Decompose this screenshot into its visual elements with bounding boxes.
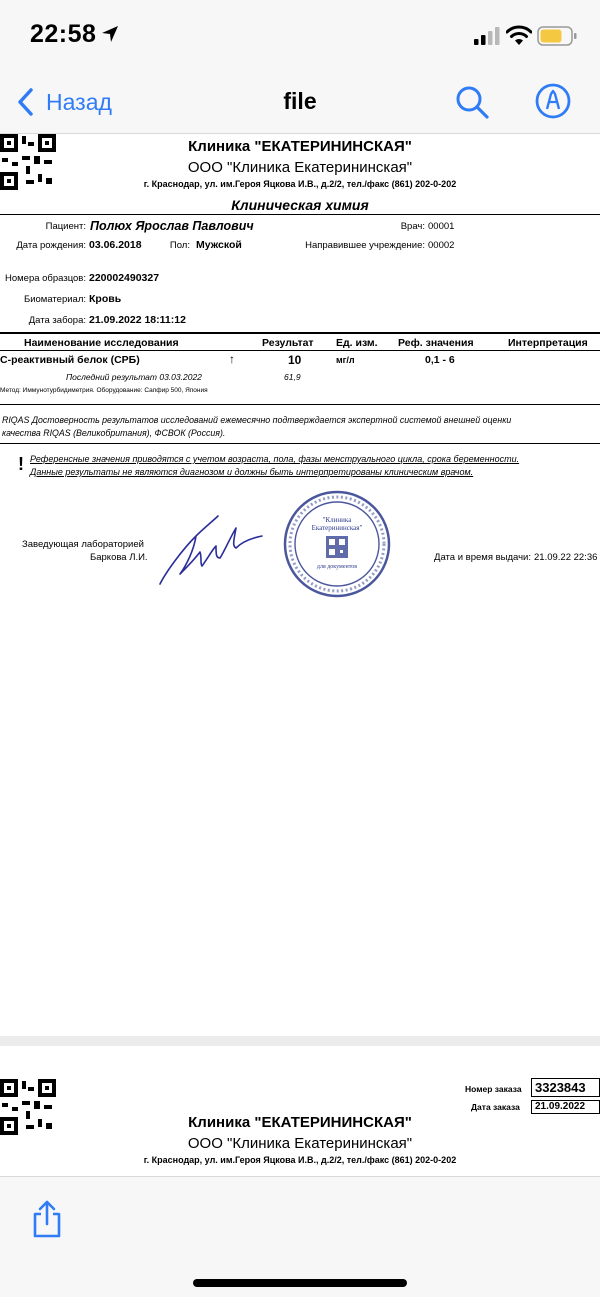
cellular-signal-icon [474, 27, 500, 45]
sex-label: Пол: [169, 240, 190, 251]
doctor-value: 00001 [428, 221, 455, 232]
signature-image [156, 512, 266, 588]
collection-value: 21.09.2022 18:11:12 [89, 314, 186, 326]
col-header-result: Результат [262, 337, 314, 349]
clinic-stamp-image [282, 488, 392, 600]
wifi-icon [506, 24, 532, 46]
method-note: Метод: Иммунотурбидиметрия. Оборудование: Сапфир 500, Япония [0, 387, 208, 394]
section-title: Клиническая химия [231, 197, 369, 213]
document-page-2 [0, 1046, 600, 1176]
order-date-label: Дата заказа [471, 1102, 520, 1112]
high-flag-arrow: ↑ [229, 352, 235, 366]
sample-value: 220002490327 [89, 272, 160, 284]
dob-label: Дата рождения: [16, 240, 86, 251]
clinic-org-page-2: ООО "Клиника Екатерининская" [187, 1135, 413, 1152]
test-name: С-реактивный белок (СРБ) [0, 354, 140, 366]
col-header-name: Наименование исследования [24, 337, 179, 349]
col-header-unit: Ед. изм. [336, 337, 378, 349]
sex-value: Мужской [196, 239, 242, 251]
clinic-address-page-2: г. Краснодар, ул. им.Героя Яцкова И.В., д.2/2, тел./факс (861) 202-0-202 [143, 1155, 457, 1165]
status-bar [0, 0, 600, 70]
test-result: 10 [288, 353, 302, 367]
referrer-value: 00002 [428, 240, 455, 251]
bottom-toolbar [0, 1176, 600, 1297]
chevron-left-icon [16, 87, 34, 117]
svg-text:Екатерининская": Екатерининская" [311, 524, 363, 532]
riqas-rule [0, 443, 600, 444]
ref-note-line-2: Данные результаты не являются диагнозом и должны быть интерпретированы клиническим врачом. [30, 467, 474, 477]
head-lab-title: Заведующая лабораторией [22, 539, 144, 550]
col-header-interp: Интерпретация [508, 337, 588, 349]
document-viewer[interactable] [0, 134, 600, 1176]
issue-value: 21.09.22 22:36 [534, 552, 598, 563]
page-title: file [283, 88, 317, 114]
test-unit: мг/л [336, 355, 355, 365]
back-button[interactable] [16, 84, 112, 120]
issue-label: Дата и время выдачи: [434, 552, 531, 563]
clinic-address: г. Краснодар, ул. им.Героя Яцкова И.В., д.2/2, тел./факс (861) 202-0-202 [143, 179, 457, 189]
search-icon[interactable] [454, 84, 490, 120]
navigation-bar [0, 70, 600, 134]
section-rule [0, 214, 600, 215]
clinic-org: ООО "Клиника Екатерининская" [187, 159, 413, 176]
order-date-value: 21.09.2022 [531, 1100, 600, 1114]
last-result-label: Последний результат 03.03.2022 [66, 372, 202, 382]
last-result-value: 61,9 [284, 372, 301, 382]
table-bottom-rule [0, 404, 600, 405]
collection-label: Дата забора: [28, 315, 86, 326]
share-icon[interactable] [30, 1199, 64, 1239]
biomaterial-label: Биоматериал: [23, 294, 86, 305]
patient-label: Пациент: [45, 221, 86, 232]
patient-name: Полюх Ярослав Павлович [90, 219, 254, 233]
markup-pen-icon[interactable] [534, 82, 572, 120]
head-lab-name: Баркова Л.И. [90, 552, 148, 563]
order-number-value: 3323843 [531, 1078, 600, 1097]
location-arrow-icon [100, 24, 120, 44]
status-time: 22:58 [30, 20, 97, 48]
col-header-ref: Реф. значения [398, 337, 474, 349]
doctor-label: Врач: [400, 221, 425, 232]
battery-icon [537, 26, 577, 46]
biomaterial-value: Кровь [89, 293, 122, 305]
clinic-name-page-2: Клиника "ЕКАТЕРИНИНСКАЯ" [188, 1114, 412, 1131]
riqas-line-1: RIQAS Достоверность результатов исследований ежемесячно подтверждается экспертной системой внешней оценки [2, 415, 512, 425]
warning-exclamation-icon: ! [18, 454, 24, 474]
document-page-1 [0, 134, 600, 1036]
svg-text:"Клиника: "Клиника [322, 516, 352, 524]
svg-text:для документов: для документов [316, 564, 358, 570]
riqas-line-2: качества RIQAS (Великобритания), ФСВОК (Россия). [2, 428, 226, 438]
ref-note-line-1: Референсные значения приводятся с учетом возраста, пола, фазы менструального цикла, срока беременности. [30, 454, 520, 464]
clinic-name: Клиника "ЕКАТЕРИНИНСКАЯ" [188, 138, 412, 155]
referrer-label: Направившее учреждение: [305, 240, 425, 251]
order-number-label: Номер заказа [465, 1084, 522, 1094]
dob-value: 03.06.2018 [89, 239, 142, 251]
home-indicator[interactable] [193, 1279, 407, 1287]
table-header-rule [0, 350, 600, 351]
table-top-rule [0, 332, 600, 334]
test-reference: 0,1 - 6 [425, 354, 455, 366]
sample-label: Номера образцов: [4, 273, 86, 284]
back-button-label: Назад [46, 88, 112, 115]
